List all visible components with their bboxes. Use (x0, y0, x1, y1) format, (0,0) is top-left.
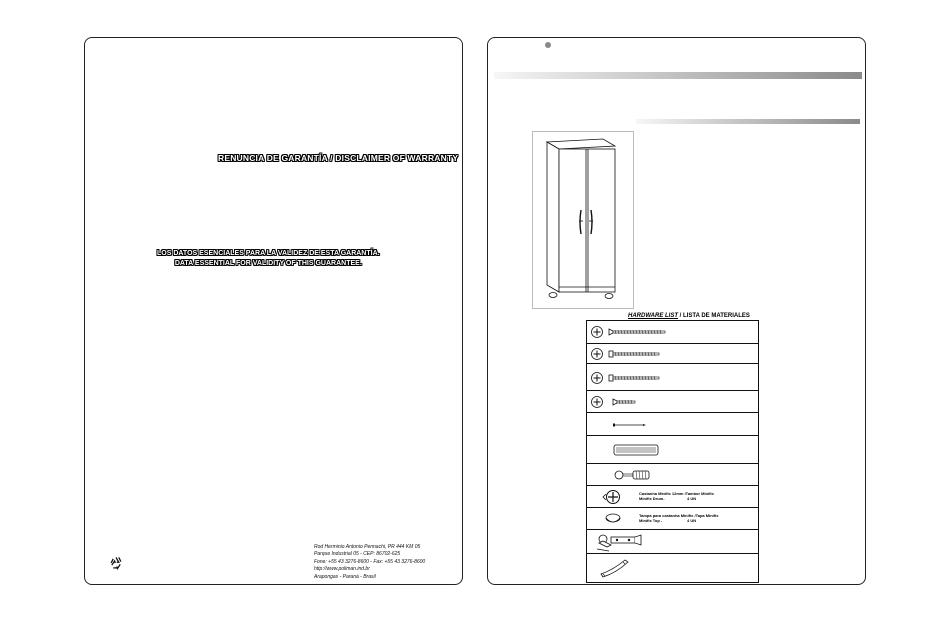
hardware-list-title (628, 313, 750, 319)
table-row (587, 554, 758, 580)
header-gradient-bar (494, 72, 862, 79)
table-row (587, 344, 758, 364)
section-gradient-bar (636, 119, 860, 124)
essential-data-line-1: LOS DATOS ESENCIALES PARA LA VALIDEZ DE ESTA GARANTÍA. (157, 250, 380, 257)
table-row (587, 436, 758, 464)
hardware-title-es: LISTA DE MATERIALES (683, 313, 750, 319)
hw-label-line: Minifix Top - (639, 518, 663, 523)
cabinet-illustration-frame (532, 131, 634, 309)
handle-icon (589, 556, 659, 578)
medium-screw-icon (589, 345, 679, 363)
address-line: http://www.poliman.ind.br (314, 566, 370, 573)
table-row (587, 508, 758, 530)
minifix-cap-icon (589, 510, 639, 528)
recycle-icon (109, 556, 123, 570)
table-row (587, 391, 758, 413)
hinge-icon (589, 531, 659, 553)
minifix-cap-label (639, 513, 718, 523)
medium-screw-icon (589, 369, 679, 387)
nail-icon (589, 416, 679, 434)
warranty-heading: RENUNCIA DE GARANTÍA / DISCLAIMER OF WARRANTY (218, 153, 459, 163)
hardware-title-sep: / (678, 313, 684, 319)
address-line: Arapongas - Paraná - Brasil (314, 573, 376, 580)
minifix-drum-label (639, 491, 714, 501)
hw-label-line: Tampa para castanha Minifix /Tapa Minifix (639, 513, 719, 518)
table-row (587, 486, 758, 508)
right-page (487, 37, 866, 585)
minifix-bolt-icon (589, 466, 679, 484)
hardware-table (586, 320, 759, 583)
essential-data-line-2: DATA ESSENTIAL FOR VALIDITY OF THIS GUARANTEE. (174, 260, 362, 267)
long-screw-icon (589, 323, 679, 341)
table-row (587, 530, 758, 554)
table-row (587, 464, 758, 486)
page-dot (545, 42, 551, 48)
address-line: Parque Industrial 05 - CEP: 86702-625 (314, 551, 401, 558)
table-row (587, 364, 758, 391)
hw-qty: 4 UN (687, 518, 697, 523)
hw-label-line: Castanha Minifix 12mm /Tambor Minifix (639, 491, 714, 496)
dowel-icon (589, 441, 679, 459)
hw-qty: 4 UN (687, 496, 697, 501)
hardware-title-en: HARDWARE LIST (628, 313, 678, 319)
short-screw-icon (589, 393, 679, 411)
hw-label-line: Minifix Drum- (639, 496, 665, 501)
address-line: Fone: +55 43 3276-8600 - Fax: +55 43 3276-8600 (314, 558, 426, 565)
minifix-drum-icon (589, 488, 639, 506)
cabinet-illustration (533, 132, 633, 308)
essential-data-note (157, 249, 380, 269)
table-row (587, 413, 758, 436)
table-row (587, 321, 758, 344)
address-line: Rod Herminio Antonio Pennachi, PR 444 KM 05 (314, 544, 421, 550)
company-address (314, 544, 425, 581)
left-page (84, 37, 463, 585)
